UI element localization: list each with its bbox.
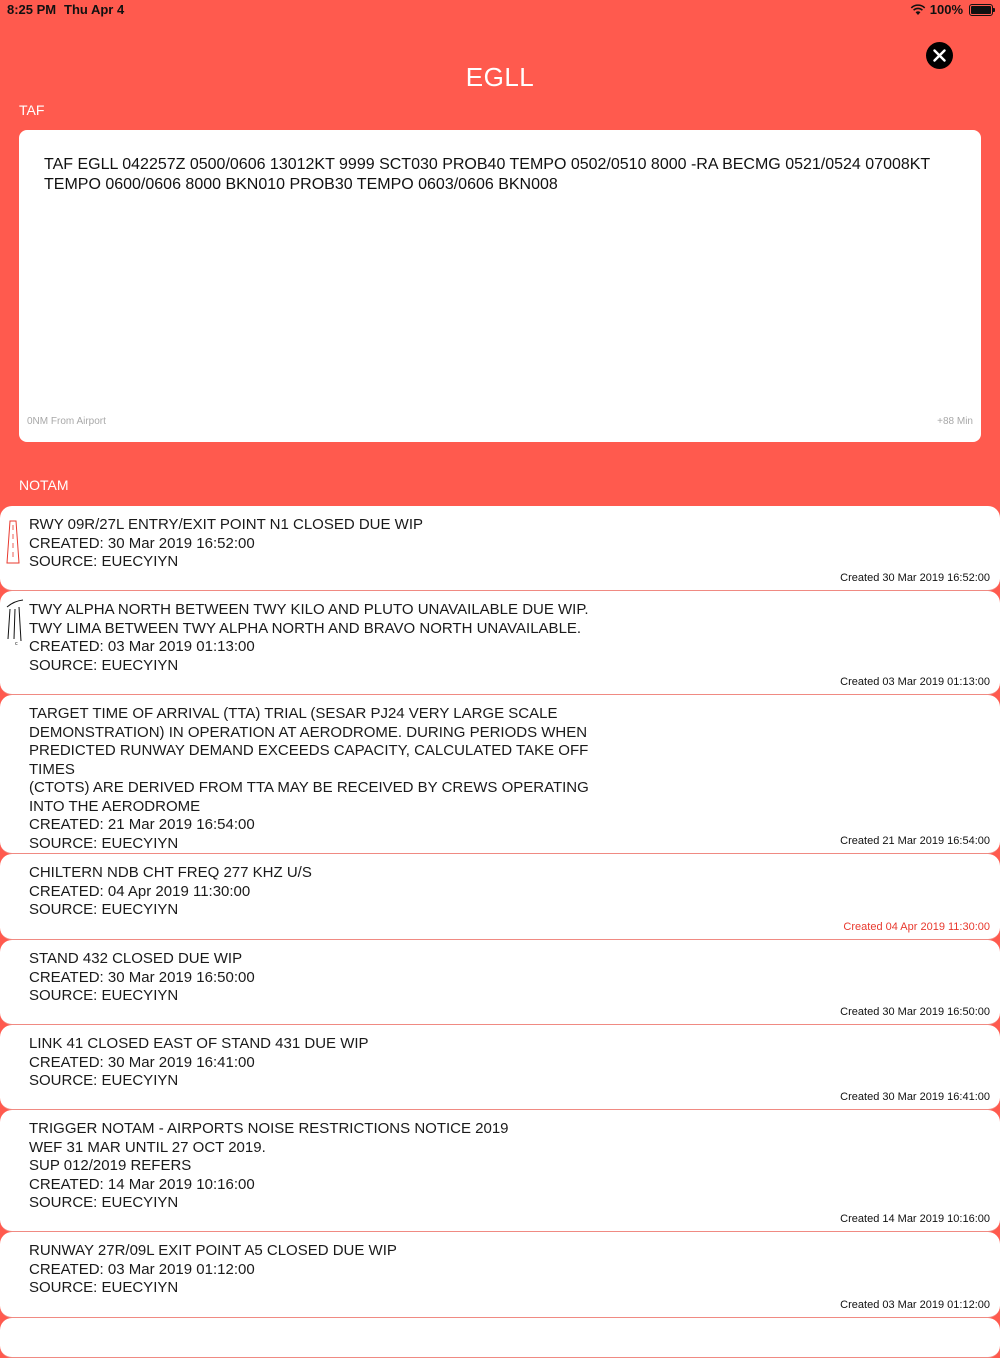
notam-created: Created 04 Apr 2019 11:30:00 [843, 921, 990, 933]
notam-text: RWY 09R/27L ENTRY/EXIT POINT N1 CLOSED DUE WIP CREATED: 30 Mar 2019 16:52:00 SOURCE: EUECYIYN [29, 516, 424, 570]
wifi-icon [910, 4, 926, 16]
notam-text: RUNWAY 27R/09L EXIT POINT A5 CLOSED DUE WIP CREATED: 03 Mar 2019 01:12:00 SOURCE: EUECYIYN [29, 1242, 397, 1296]
taf-age: +88 Min [937, 416, 973, 427]
airport-title: EGLL [465, 62, 535, 92]
notam-text: TWY ALPHA NORTH BETWEEN TWY KILO AND PLUTO UNAVAILABLE DUE WIP. TWY LIMA BETWEEN TWY ALPHA NORTH AND BRAVO NORTH UNAVAILABLE. CREATED: 03 Mar 2019 01:13:00 SOURCE: EUECYIYN [29, 601, 589, 674]
notam-created: Created 30 Mar 2019 16:50:00 [840, 1006, 990, 1018]
notam-item[interactable] [0, 695, 1000, 854]
status-bar [0, 0, 1000, 22]
notam-list [0, 506, 1000, 1358]
svg-text:c: c [15, 641, 18, 645]
taf-text: TAF EGLL 042257Z 0500/0606 13012KT 9999 SCT030 PROB40 TEMPO 0502/0510 8000 -RA BECMG 0521/0524 07008KT TEMPO 0600/0606 8000 BKN010 PROB30 TEMPO 0603/0606 BKN008 [44, 156, 930, 193]
notam-item[interactable] [0, 1232, 1000, 1318]
notam-item[interactable] [0, 1110, 1000, 1232]
battery-percent: 100% [929, 2, 963, 17]
notam-created: Created 03 Mar 2019 01:13:00 [840, 676, 990, 688]
notam-text: CHILTERN NDB CHT FREQ 277 KHZ U/S CREATED: 04 Apr 2019 11:30:00 SOURCE: EUECYIYN [29, 864, 312, 918]
notam-item-partial[interactable] [0, 1318, 1000, 1358]
notam-created: Created 30 Mar 2019 16:52:00 [840, 572, 990, 584]
notam-created: Created 21 Mar 2019 16:54:00 [840, 835, 990, 847]
close-button[interactable] [926, 42, 953, 69]
notam-section-label: NOTAM [19, 477, 69, 493]
battery-icon [969, 4, 993, 16]
notam-item[interactable] [0, 854, 1000, 940]
notam-created: Created 30 Mar 2019 16:41:00 [840, 1091, 990, 1103]
status-time: 8:25 PM [7, 2, 57, 17]
taf-section-label: TAF [19, 102, 45, 118]
notam-item[interactable] [0, 506, 1000, 591]
notam-text: TRIGGER NOTAM - AIRPORTS NOISE RESTRICTIONS NOTICE 2019 WEF 31 MAR UNTIL 27 OCT 2019. SUP 012/2019 REFERS CREATED: 14 Mar 2019 10:16:00 SOURCE: EUECYIYN [29, 1120, 509, 1211]
notam-text: STAND 432 CLOSED DUE WIP CREATED: 30 Mar 2019 16:50:00 SOURCE: EUECYIYN [29, 950, 255, 1004]
runway-icon [6, 520, 20, 564]
notam-text: TARGET TIME OF ARRIVAL (TTA) TRIAL (SESAR PJ24 VERY LARGE SCALE DEMONSTRATION) IN OPERATION AT AERODROME. DURING PERIODS WHEN PREDICTED RUNWAY DEMAND EXCEEDS CAPACITY, CALCULATED TAKE OFF TIMES (CTOTS) ARE DERIVED FROM TTA MAY BE RECEIVED BY CREWS OPERATING INTO THE AERODROME CREATED: 21 Mar 2019 16:54:00 SOURCE: EUECYIYN [29, 705, 589, 852]
taf-card [19, 130, 981, 442]
taf-distance: 0NM From Airport [27, 416, 106, 427]
notam-item[interactable] [0, 940, 1000, 1025]
notam-item[interactable] [0, 1025, 1000, 1110]
taxiway-icon [6, 599, 26, 645]
notam-created: Created 14 Mar 2019 10:16:00 [840, 1213, 990, 1225]
notam-item[interactable] [0, 591, 1000, 695]
status-indicators [910, 2, 993, 17]
notam-created: Created 03 Mar 2019 01:12:00 [840, 1299, 990, 1311]
close-icon [933, 49, 946, 62]
status-date: Thu Apr 4 [64, 2, 125, 17]
notam-text: LINK 41 CLOSED EAST OF STAND 431 DUE WIP CREATED: 30 Mar 2019 16:41:00 SOURCE: EUECYIYN [29, 1035, 369, 1089]
